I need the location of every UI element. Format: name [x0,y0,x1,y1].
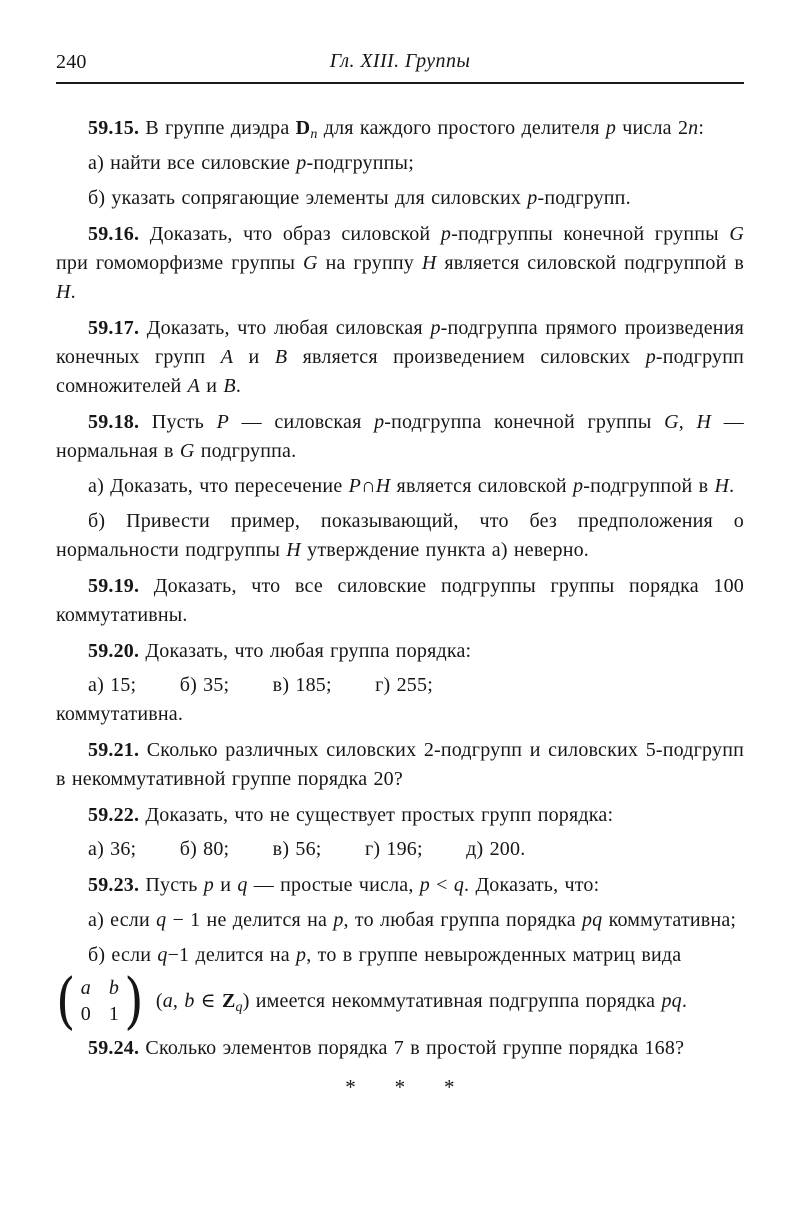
text-run: G [179,440,195,462]
text-run: pq [581,909,603,931]
text-run: p [573,475,584,497]
text-run: p [333,909,344,931]
bold-run: 59.21. [88,739,140,761]
text-run: p [605,117,617,139]
bold-run: 59.22. [88,804,140,826]
text-run: p [419,874,430,896]
bold-run: Z [221,989,236,1012]
text-run: является силовской подгруппой в [436,252,744,274]
text-run: -подгруппы; [306,152,414,174]
text-run: A [187,375,201,397]
text-run: pq [661,989,682,1012]
text-run: б) если [88,944,158,966]
text-run: p [645,346,656,368]
text-run: -подгрупп. [537,187,631,209]
text-run: -подгрупп сомножителей [56,346,745,397]
text-run: а) если [88,909,157,931]
bold-run: 59.19. [88,575,140,597]
item-59.18-b [56,507,744,565]
item-59.15-a [56,149,744,178]
text-run: − 1 не делится на [166,909,334,931]
text-run: p [296,152,307,174]
text-run: Доказать, что любая группа порядка: [139,640,472,662]
matrix-line-59.23 [56,965,744,1037]
text-run: -подгруппа прямого произведения конечных групп [56,317,744,368]
problem-59.23 [56,871,744,900]
item-59.15-b [56,184,744,213]
chapter-title: Гл. XIII. Группы [329,50,471,72]
page-number: 240 [56,51,87,73]
text-run: H [421,252,437,274]
text-run: n [310,127,318,142]
bold-run: 59.24. [88,1037,140,1059]
text-run: q [235,999,243,1015]
text-run: и [214,874,238,896]
right-paren-icon: ) [124,965,144,1037]
cont-59.20 [56,700,744,729]
text-run: Доказать, что образ силовской [139,223,441,245]
text-run: Доказать, что все силовские подгруппы группы порядка 100 коммутативны. [56,575,744,626]
text-run: p [203,874,214,896]
text-run: p [296,944,307,966]
footer-separator [56,1073,744,1102]
text-run: числа 2 [616,117,689,139]
problem-59.19 [56,572,744,630]
text-run: * * * [345,1075,455,1099]
text-run: является силовской [390,475,574,497]
text-run: H [714,475,730,497]
text-run: −1 делится на [167,944,297,966]
text-run: ( [155,989,163,1012]
text-run: p [440,223,452,245]
text-run: коммутативна. [56,703,184,725]
bold-run: 59.23. [88,874,140,896]
text-run: а) 15; б) 35; в) 185; г) 255; [88,674,433,696]
text-run: P [216,411,230,433]
text-run: , [172,989,185,1012]
problem-59.16 [56,220,744,307]
running-header [56,50,744,84]
options-59.20 [56,671,744,700]
text-run: G [303,252,318,274]
text-run: является произведением силовских [287,346,646,368]
text-run: -подгруппой в [583,475,715,497]
text-run: H [56,281,71,303]
text-run: — силовская [229,411,375,433]
problem-59.21 [56,736,744,794]
text-run: q [453,874,465,896]
bold-run: 59.20. [88,640,140,662]
bold-run: 59.18. [88,411,140,433]
text-run: b [108,977,120,999]
text-run: G [729,223,744,245]
problem-59.15 [56,114,744,143]
problem-59.17 [56,314,744,401]
text-run: q [237,874,248,896]
text-run: Пусть [139,411,217,433]
text-run: . [729,475,735,497]
text-run: , [678,411,697,433]
bold-run: 59.17. [88,317,140,339]
text-run: A [220,346,234,368]
problem-59.22 [56,801,744,830]
text-run: коммутативна; [602,909,737,931]
text-run: Доказать, что любая силовская [139,317,431,339]
text-run: q [156,909,167,931]
text-run: . [235,375,242,397]
text-run: p [374,411,385,433]
text-block [56,114,744,1102]
text-run: и [200,375,224,397]
matrix-entries [76,975,124,1027]
text-run: B [274,346,288,368]
matrix-2x2 [56,965,144,1037]
text-run: , то любая группа порядка [343,909,582,931]
text-run: . Доказать, что: [464,874,600,896]
text-run: 0 [80,1003,91,1025]
text-run: H [375,475,391,497]
text-run: G [664,411,679,433]
text-run: ) имеется некоммутативная подгруппа порядка [242,989,662,1012]
text-run: p [527,187,538,209]
text-run: Доказать, что не существует простых групп порядка: [139,804,614,826]
text-run: утверждение пункта а) неверно. [300,539,589,561]
text-run: B [223,375,236,397]
text-run: и [233,346,275,368]
text-run: H [286,539,301,561]
item-59.23-b [56,941,744,970]
problem-59.18 [56,408,744,466]
options-59.22 [56,835,744,864]
bold-run: 59.15. [88,117,140,139]
bold-run: D [295,117,311,139]
text-run: для каждого простого делителя [317,117,606,139]
text-run: n [688,117,699,139]
text-run: на группу [317,252,422,274]
text-run: -подгруппа конечной группы [384,411,665,433]
problem-59.24 [56,1034,744,1063]
text-run: Сколько различных силовских 2-подгрупп и силовских 5-подгрупп в некоммутативной группе порядка 20? [56,739,744,790]
item-59.18-a [56,472,744,501]
text-run: : [698,117,705,139]
text-run: p [430,317,441,339]
text-run: б) Привести пример, показывающий, что без предположения о нормальности подгруппы [56,510,744,561]
text-run: а) найти все силовские [88,152,297,174]
text-run: H [696,411,712,433]
text-run: , то в группе невырожденных матриц вида [306,944,682,966]
text-run: б) указать сопрягающие элементы для силовских [88,187,528,209]
text-run: < [429,874,454,896]
text-run: ∩ [361,475,376,497]
text-run: а) 36; б) 80; в) 56; г) 196; д) 200. [88,838,526,860]
text-run: P [348,475,362,497]
text-run: a [80,977,91,999]
text-run: 1 [108,1003,120,1025]
text-run: . [681,989,688,1012]
text-run: — нормальная в [56,411,744,462]
item-59.23-a [56,906,744,935]
text-run: Сколько элементов порядка 7 в простой группе порядка 168? [139,1037,685,1059]
text-run: a [162,989,173,1012]
text-run: В группе диэдра [139,117,296,139]
text-run: подгруппа. [194,440,297,462]
text-run: ∈ [194,989,222,1012]
text-run: b [184,989,195,1012]
text-run: — простые числа, [247,874,420,896]
left-paren-icon: ( [56,965,76,1037]
text-run: . [70,281,76,303]
text-run: при гомоморфизме группы [56,252,304,274]
matrix-condition [156,987,687,1016]
text-run: Пусть [139,874,204,896]
text-run: q [157,944,168,966]
text-run: а) Доказать, что пересечение [88,475,349,497]
text-run: -подгруппы конечной группы [451,223,730,245]
problem-59.20 [56,637,744,666]
bold-run: 59.16. [88,223,140,245]
